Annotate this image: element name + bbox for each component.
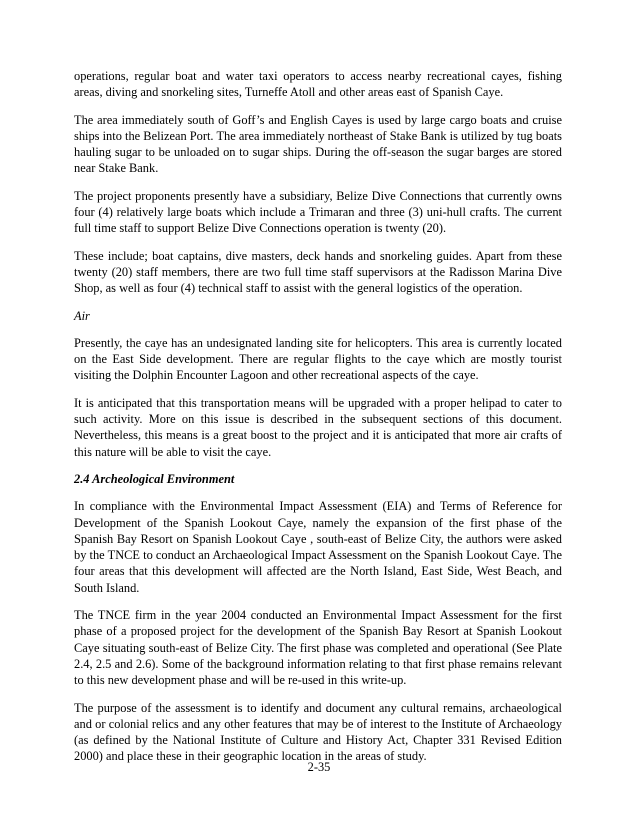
paragraph-helicopter-landing: Presently, the caye has an undesignated landing site for helicopters. This area is currently located on the East Side development. There are regular flights to the caye which are mostly tourist visiting the Dolphin Encounter Lagoon and other recreational aspects of the caye. xyxy=(74,335,562,383)
paragraph-eia-compliance: In compliance with the Environmental Impact Assessment (EIA) and Terms of Reference for Development of the Spanish Lookout Caye, namely the expansion of the first phase of the Spanish Bay Resort on Spanish Lookout Caye , south-east of Belize City, the authors were asked by the TNCE to conduct an Archaeological Impact Assessment on the Spanish Lookout Caye. The four areas that this development will affected are the North Island, East Side, West Beach, and South Island. xyxy=(74,499,562,595)
paragraph-tnce-firm: The TNCE firm in the year 2004 conducted an Environmental Impact Assessment for the first phase of a proposed project for the development of the Spanish Bay Resort at Spanish Lookout Caye situating south-east of Belize City. The first phase was completed and operational (See Plate 2.4, 2.5 and 2.6). Some of the background information relating to that first phase remains relevant to this new development phase and will be re-used in this write-up. xyxy=(74,608,562,688)
page-number: 2-35 xyxy=(307,760,331,774)
paragraph-staff: These include; boat captains, dive masters, deck hands and snorkeling guides. Apart from these twenty (20) staff members, there are two full time staff supervisors at the Radisson Marina Dive Shop, as well as four (4) technical staff to assist with the general logistics of the operation. xyxy=(74,248,562,296)
section-heading-archeological: 2.4 Archeological Environment xyxy=(74,471,235,486)
paragraph-cargo-boats: The area immediately south of Goff’s and English Cayes is used by large cargo boats and cruise ships into the Belizean Port. The area immediately northeast of Stake Bank is utilized by tug boats hauling sugar to be unloaded on to sugar ships. During the off-season the sugar barges are stored near Stake Bank. xyxy=(74,112,562,176)
paragraph-helipad: It is anticipated that this transportation means will be upgraded with a proper helipad to cater to such activity. More on this issue is described in the subsequent sections of this document. Nevertheless, this means is a great boost to the project and it is anticipated that more air crafts of this nature will be able to visit the caye. xyxy=(74,395,562,459)
paragraph-dive-connections: The project proponents presently have a subsidiary, Belize Dive Connections that currently owns four (4) relatively large boats which include a Trimaran and three (3) uni-hull crafts. The current full time staff to support Belize Dive Connections operation is twenty (20). xyxy=(74,188,562,236)
subheading-air: Air xyxy=(74,308,90,323)
paragraph-assessment-purpose: The purpose of the assessment is to identify and document any cultural remains, archaeological and or colonial relics and any other features that may be of interest to the Institute of Archaeology (as defined by the National Institute of Culture and History Act, Chapter 331 Revised Edition 2000) and place these in their geographic location in the areas of study. xyxy=(74,700,562,764)
document-page xyxy=(74,68,562,776)
paragraph-boat-operators: operations, regular boat and water taxi operators to access nearby recreational cayes, fishing areas, diving and snorkeling sites, Turneffe Atoll and other areas east of Spanish Caye. xyxy=(74,69,562,100)
